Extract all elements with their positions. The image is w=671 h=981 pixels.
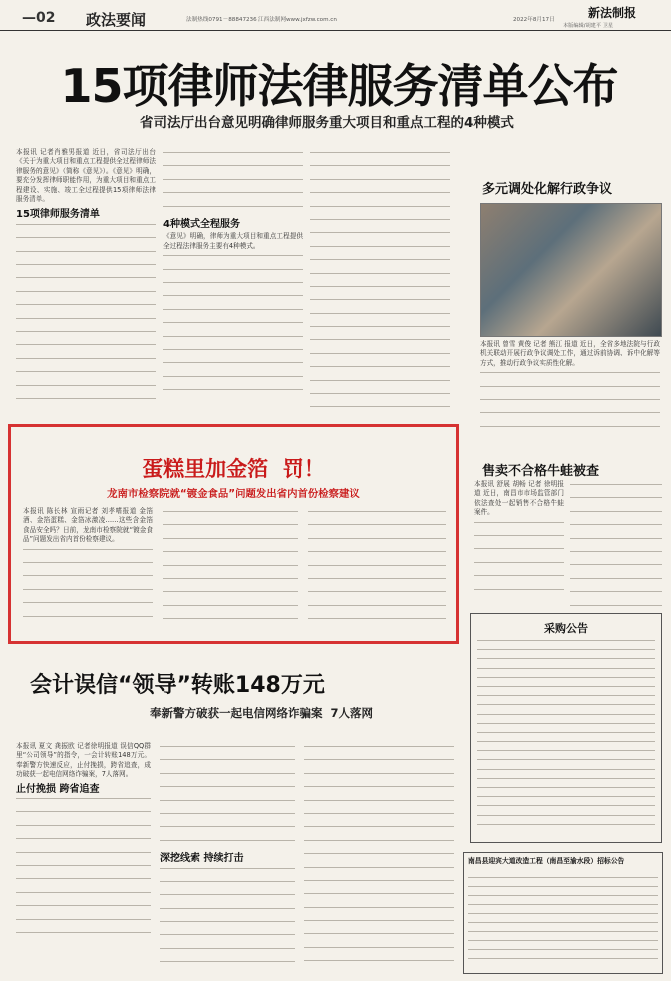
issue-date: 2022年8月17日: [513, 17, 555, 23]
page-number: —02: [22, 10, 56, 26]
lead-paragraph-2: 《意见》明确，律师为重大项目和重点工程提供全过程法律服务主要有4种模式。: [163, 232, 303, 250]
lead-column-2: [163, 148, 303, 428]
hotline: 法制热线0791－88847236: [186, 17, 257, 23]
feature-column-2: [163, 507, 298, 635]
feature-column-3: [308, 507, 446, 635]
lead-subhead-1: 15项律师服务清单: [16, 209, 100, 221]
side-story-body: [480, 340, 660, 432]
bottom-headline: 会计误信“领导”转账148万元: [30, 673, 325, 698]
feature-box: [8, 424, 459, 644]
section-title: 政法要闻: [86, 11, 147, 29]
lead-subhead-2: 4种模式全程服务: [163, 218, 240, 230]
feature-subheadline: 龙南市检察院就“镀金食品”问题发出省内首份检察建议: [107, 488, 360, 500]
beef-paragraph: 本报讯 舒展 胡畅 记者 徐明报道 近日，南昌市市场监管部门依法查处一起销售不合格牛蛙案件。: [474, 480, 564, 517]
beef-column-1: [474, 480, 564, 610]
bottom-column-1: [16, 742, 151, 974]
side-headline: 多元调处化解行政争议: [482, 182, 613, 197]
feature-column-1: [23, 507, 153, 635]
bottom-column-2: [160, 742, 295, 974]
lead-subheadline: 省司法厅出台意见明确律师服务重大项目和重点工程的4种模式: [140, 115, 514, 131]
feature-paragraph: 本报讯 陈长林 宣雨记者 刘孝嗜报道 金箔酒、金箔蛋糕、金箔冰激凌……这些含金箔食品安全吗？日前，龙南市检察院就“镀金食品”问题发出省内首份检察建议。: [23, 507, 153, 544]
editor-credit: 本版编辑/胡建平 卫星: [563, 23, 614, 29]
bottom-subhead-1: 止付挽损 跨省追查: [16, 783, 100, 795]
tender-notice-headline: 南昌县迎宾大道改造工程（南昌至渝水段）招标公告: [468, 857, 625, 865]
side-story-photo: [480, 203, 662, 337]
tender-notice-box: [463, 852, 663, 974]
page-header: [0, 0, 671, 31]
tender-notice-body: [468, 875, 658, 971]
lead-paragraph-1: 本报讯 记者肖雅男报道 近日，省司法厅出台《关于为重大项目和重点工程提供全过程律师法律服务的意见》（简称《意见》）。《意见》明确，要充分发挥律师职能作用，为重大项目和重点工程建设、实施、竣工全过程提供15项律师法律服务清单。: [16, 148, 156, 204]
beef-headline: 售卖不合格牛蛙被查: [482, 464, 600, 479]
bottom-subheadline: 奉新警方破获一起电信网络诈骗案 7人落网: [150, 706, 374, 720]
website: 江西法制网www.jxfzw.com.cn: [258, 17, 337, 23]
procurement-box: [470, 613, 662, 843]
beef-column-2: [570, 480, 662, 610]
masthead-logo: 新法制报: [588, 6, 637, 20]
bottom-paragraph: 本报讯 夏文 龚振欧 记者徐明报道 误信QQ群里“公司领导”的指令，一会计转账148万元。奉新警方快速反应，止付挽损，跨省追查，成功破获一起电信网络诈骗案，7人落网。: [16, 742, 151, 779]
bottom-column-3: [304, 742, 454, 974]
side-story-paragraph: 本报讯 曾雪 黄俊 记者 熊江 报道 近日，全省多地法院与行政机关联动开展行政争议调处工作，通过诉前协调、诉中化解等方式，推动行政争议实质性化解。: [480, 340, 660, 367]
lead-column-3: [310, 148, 450, 428]
lead-column-1: [16, 148, 156, 428]
procurement-headline: 采购公告: [544, 622, 588, 635]
procurement-body: [477, 638, 655, 838]
lead-headline: 15项律师法律服务清单公布: [60, 59, 618, 113]
bottom-subhead-2: 深挖线索 持续打击: [160, 853, 244, 865]
feature-headline: 蛋糕里加金箔 罚！: [142, 457, 325, 481]
